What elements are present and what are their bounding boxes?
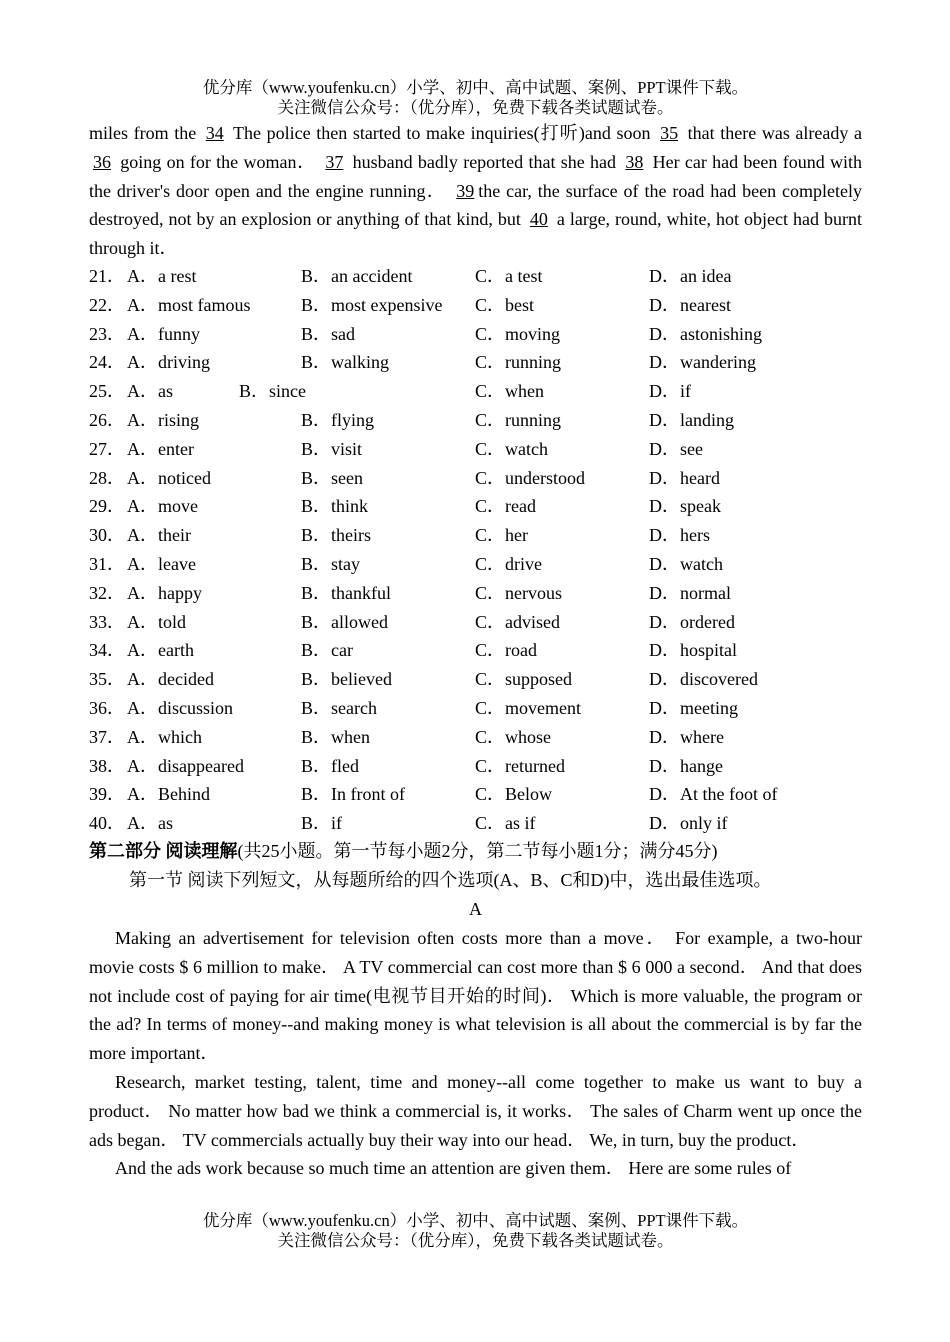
option-c: C．watch [475, 438, 548, 459]
option-d: D．heard [649, 467, 720, 488]
page-footer [89, 1211, 862, 1251]
reading-paragraph-1: Making an advertisement for television often costs more than a move． For example, a two-hour movie costs $ 6 million to make． A TV commercial can cost more than $ 6 000 a second． And that does not include cost of paying for air time(电视节目开始的时间)． Which is more valuable, the program or the ad? In terms of money--and making money is what television is all about the commercial is by far the more important． [89, 928, 862, 1064]
option-c: C．supposed [475, 669, 573, 690]
option-b: B．walking [301, 352, 389, 373]
passage-text: Her car had been found with the driver's door open and the engine running． [89, 151, 862, 201]
blank-38: 38 [625, 151, 644, 172]
option-a: A．a rest [127, 266, 197, 286]
question-row [89, 521, 862, 550]
option-b: B．sad [301, 323, 355, 344]
option-a: A．Behind [127, 784, 210, 805]
question-number: 35． [89, 669, 125, 690]
option-c: C．best [475, 294, 535, 315]
option-c: C．road [475, 640, 537, 661]
option-b: B．stay [301, 553, 361, 574]
option-a: A．driving [127, 352, 210, 373]
question-row [89, 550, 862, 579]
option-d: D．hospital [649, 640, 737, 661]
passage-text: going on for the woman． [115, 151, 322, 172]
section-2-heading [89, 837, 862, 866]
option-d: D．At the foot of [649, 784, 778, 805]
blank-35: 35 [660, 123, 679, 143]
question-number: 21． [89, 266, 125, 286]
option-a: A．which [127, 726, 202, 747]
blank-36: 36 [93, 151, 111, 172]
option-b: B．theirs [301, 525, 371, 546]
blank-37: 37 [325, 151, 344, 172]
question-number: 34． [89, 640, 125, 661]
reading-passage-a [89, 924, 862, 1183]
question-number: 39． [89, 784, 125, 805]
option-d: D．hange [649, 755, 723, 776]
question-number: 24． [89, 352, 125, 373]
option-b: B．an accident [301, 266, 413, 286]
blank-39: 39 [456, 180, 475, 201]
question-number: 36． [89, 697, 125, 718]
option-d: D．nearest [649, 294, 731, 315]
question-number: 30． [89, 525, 125, 546]
option-d: D．landing [649, 409, 734, 430]
section-2-scoring: (共25小题。第一节每小题2分，第二节每小题1分；满分45分) [237, 841, 718, 861]
option-a: A．move [127, 496, 198, 517]
option-b: B．flying [301, 409, 375, 430]
option-d: D．watch [649, 553, 723, 574]
option-b: B．believed [301, 669, 392, 690]
option-b: B．fled [301, 755, 359, 776]
option-b: B．search [301, 697, 377, 718]
question-row [89, 492, 862, 521]
option-a: A．happy [127, 582, 202, 603]
question-number: 27． [89, 438, 125, 459]
option-c: C．running [475, 409, 562, 430]
passage-text: the car, the surface of the road had been completely destroyed, not by an explosion or anything of that kind, but [89, 180, 862, 230]
question-row [89, 406, 862, 435]
question-row [89, 291, 862, 320]
option-a: A．decided [127, 669, 214, 690]
option-d: D．only if [649, 813, 728, 834]
option-b: B．allowed [301, 611, 388, 632]
option-d: D．ordered [649, 611, 735, 632]
option-a: A．funny [127, 323, 200, 344]
option-a: A．most famous [127, 294, 251, 315]
question-row [89, 320, 862, 349]
option-c: C．nervous [475, 582, 562, 603]
question-row [89, 435, 862, 464]
option-d: D．if [649, 381, 691, 402]
option-d: D．where [649, 726, 724, 747]
passage-text: a large, round, white, hot object had burnt through it． [89, 209, 862, 259]
option-c: C．Below [475, 784, 553, 805]
option-c: C．running [475, 352, 562, 373]
page-header [89, 78, 862, 118]
reading-paragraph-3: And the ads work because so much time an attention are given them． Here are some rules of [115, 1158, 792, 1179]
option-c: C．as if [475, 813, 536, 834]
question-number: 29． [89, 496, 125, 517]
option-a: A．discussion [127, 697, 234, 718]
cloze-passage [89, 119, 862, 263]
option-d: D．an idea [649, 266, 732, 286]
blank-34: 34 [205, 123, 224, 143]
option-a: A．enter [127, 438, 194, 459]
option-c: C．movement [475, 697, 581, 718]
question-row [89, 780, 862, 809]
option-d: D．discovered [649, 669, 758, 690]
passage-text: that there was already a [682, 123, 862, 143]
question-number: 37． [89, 726, 125, 747]
question-number: 40． [89, 813, 125, 834]
question-number: 32． [89, 582, 125, 603]
option-b: B．thankful [301, 582, 391, 603]
reading-paragraph-2: Research, market testing, talent, time and money--all come together to make us want to buy a product． No matter how bad we think a commercial is, it works． The sales of Charm went up once the ads began． TV commercials actually buy their way into our head． We, in turn, buy the product． [89, 1071, 862, 1150]
option-c: C．returned [475, 755, 565, 776]
question-number: 31． [89, 553, 125, 574]
option-c: C．whose [475, 726, 551, 747]
option-c: C．a test [475, 266, 543, 286]
option-a: A．told [127, 611, 187, 632]
question-row [89, 464, 862, 493]
question-number: 25． [89, 381, 125, 402]
option-c: C．understood [475, 467, 585, 488]
option-c: C．drive [475, 553, 542, 574]
question-number: 23． [89, 323, 125, 344]
question-number: 38． [89, 755, 125, 776]
option-d: D．see [649, 438, 703, 459]
option-c: C．advised [475, 611, 560, 632]
option-a: A．noticed [127, 467, 211, 488]
option-b: B．In front of [301, 784, 405, 805]
option-a: A．as [127, 381, 173, 402]
question-row [89, 262, 862, 291]
question-number: 33． [89, 611, 125, 632]
passage-label: A [469, 899, 482, 919]
question-row [89, 636, 862, 665]
option-b: B．visit [301, 438, 363, 459]
question-number: 28． [89, 467, 125, 488]
option-d: D．astonishing [649, 323, 763, 344]
question-row [89, 348, 862, 377]
option-a: A．earth [127, 640, 194, 661]
option-d: D．wandering [649, 352, 756, 373]
option-a: A．as [127, 813, 173, 834]
option-d: D．meeting [649, 697, 738, 718]
header-line-1: 优分库（www.youfenku.cn）小学、初中、高中试题、案例、PPT课件下载。 [202, 78, 749, 97]
question-options [89, 262, 862, 838]
option-b: B．seen [301, 467, 363, 488]
option-c: C．when [475, 381, 544, 402]
option-a: A．their [127, 525, 191, 546]
option-b: B．think [301, 496, 369, 517]
passage-text: husband badly reported that she had [347, 151, 622, 172]
header-line-2: 关注微信公众号：（优分库），免费下载各类试题试卷。 [277, 98, 674, 117]
blank-40: 40 [529, 209, 548, 230]
question-row [89, 809, 862, 838]
footer-line-1: 优分库（www.youfenku.cn）小学、初中、高中试题、案例、PPT课件下载。 [202, 1211, 749, 1230]
question-row [89, 377, 862, 406]
option-a: A．rising [127, 409, 199, 430]
option-b: B．if [301, 813, 343, 834]
passage-text: The police then started to make inquiries(打听)and soon [227, 123, 657, 143]
question-row [89, 608, 862, 637]
option-d: D．speak [649, 496, 721, 517]
option-c: C．moving [475, 323, 561, 344]
option-a: A．disappeared [127, 755, 244, 776]
option-c: C．read [475, 496, 536, 517]
question-row [89, 723, 862, 752]
option-b: B．since [239, 381, 306, 402]
question-row [89, 694, 862, 723]
option-b: B．when [301, 726, 370, 747]
question-number: 26． [89, 409, 125, 430]
option-b: B．most expensive [301, 294, 443, 315]
option-c: C．her [475, 525, 528, 546]
option-d: D．normal [649, 582, 731, 603]
option-d: D．hers [649, 525, 710, 546]
section-2-instructions: 第一节 阅读下列短文，从每题所给的四个选项(A、B、C和D)中，选出最佳选项。 [129, 870, 772, 890]
section-2-title: 第二部分 阅读理解 [89, 841, 238, 861]
question-row [89, 665, 862, 694]
footer-line-2: 关注微信公众号：（优分库），免费下载各类试题试卷。 [277, 1231, 674, 1250]
question-number: 22． [89, 294, 125, 315]
passage-text: miles from the [89, 123, 202, 143]
question-row [89, 752, 862, 781]
question-row [89, 579, 862, 608]
option-b: B．car [301, 640, 353, 661]
option-a: A．leave [127, 553, 196, 574]
